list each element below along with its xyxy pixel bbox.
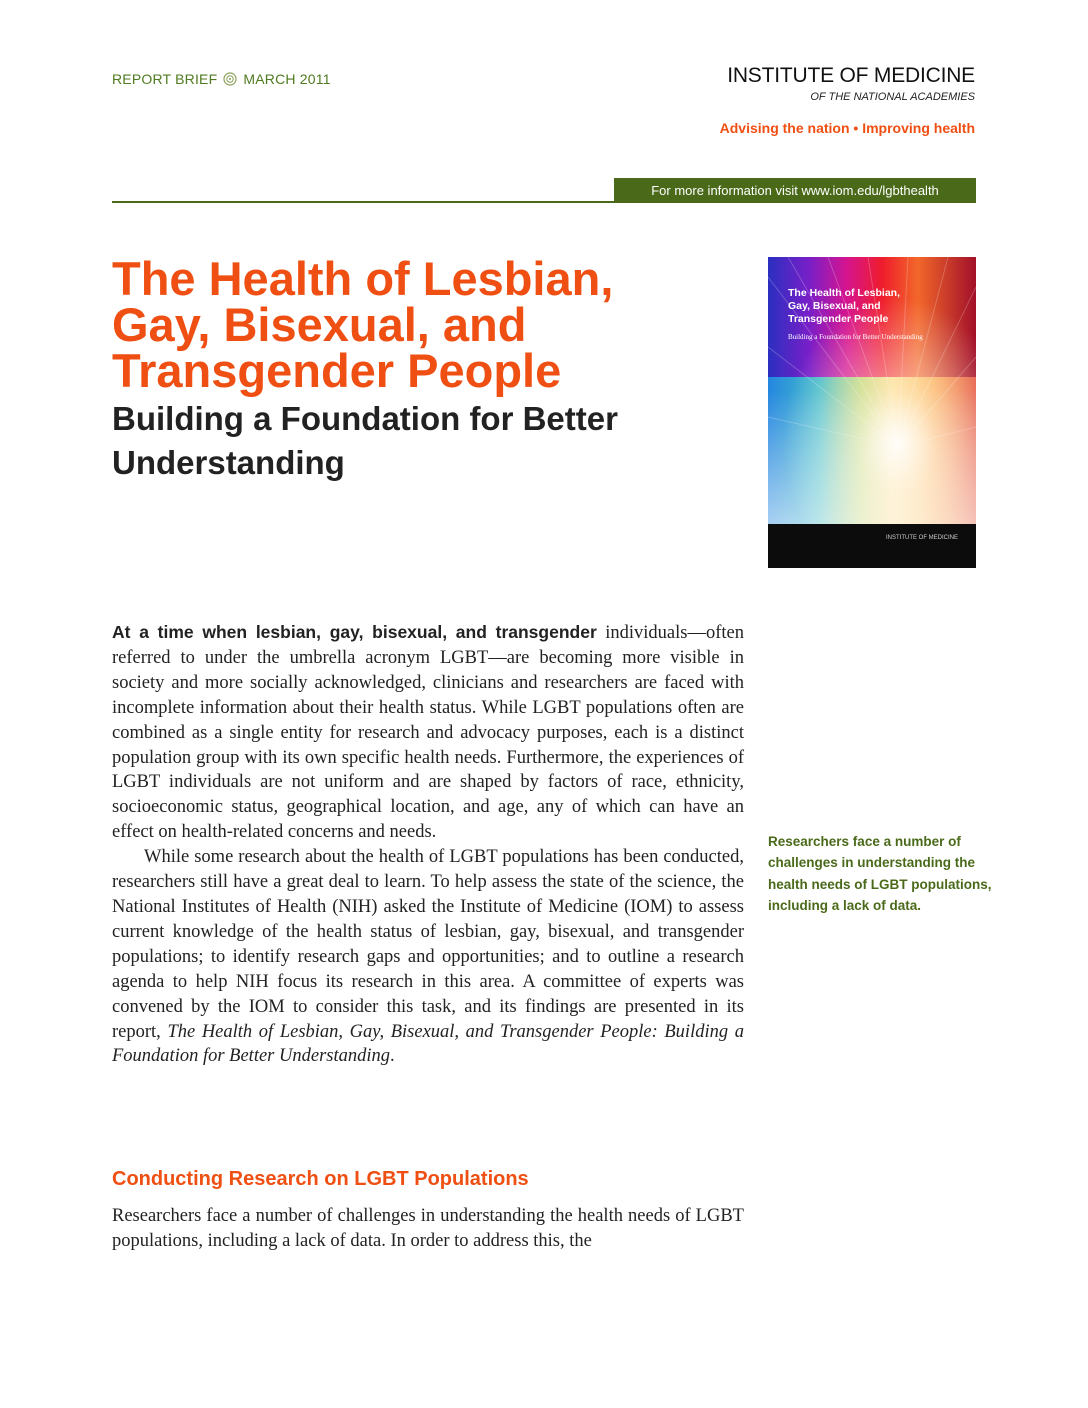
cover-subtitle: Building a Foundation for Better Understanding bbox=[788, 333, 923, 341]
cover-title bbox=[788, 287, 958, 326]
page-subtitle bbox=[112, 397, 752, 485]
cover-title-line-2: Gay, Bisexual, and bbox=[788, 300, 881, 312]
report-title-citation: The Health of Lesbian, Gay, Bisexual, and Transgender People: Building a Foundation for Better Understanding bbox=[112, 1021, 744, 1067]
paragraph-2-text: While some research about the health of LGBT populations has been conducted, researchers still have a great deal to learn. To help assess the state of the science, the National Institutes of Health (NIH) asked the Institute of Medicine (IOM) to assess current knowledge of the health status of lesbian, gay, bisexual, and transgender populations; to identify research gaps and opportunities; and to outline a research agenda to help NIH focus its research in this area. A committee of experts was convened by the IOM to consider this task, and its findings are presented in its report, bbox=[112, 847, 744, 1042]
lead-in-text: At a time when lesbian, gay, bisexual, and transgender bbox=[112, 622, 597, 642]
cover-bottom-band bbox=[768, 524, 976, 568]
report-label bbox=[112, 71, 331, 87]
section-heading: Conducting Research on LGBT Populations bbox=[112, 1168, 529, 1190]
paragraph-1-text: individuals—often referred to under the umbrella acronym LGBT—are becoming more visible in society and more socially acknowledged, clinicians and researchers are faced with incomplete information about their health status. While LGBT populations often are combined as a single entity for research and advocacy purposes, each is a distinct population group with its own specific health needs. Furthermore, the experiences of LGBT individuals are not uniform and are shaped by factors of race, ethnicity, socioeconomic status, geographical location, and age, any of which can have an effect on health-related concerns and needs. bbox=[112, 623, 744, 843]
pull-quote-line-4: including a lack of data. bbox=[768, 897, 922, 913]
title-line-3: Transgender People bbox=[112, 344, 562, 397]
intro-paragraph-2 bbox=[112, 845, 744, 1069]
pull-quote-line-2: challenges in understanding the bbox=[768, 855, 976, 871]
title-line-2: Gay, Bisexual, and bbox=[112, 298, 527, 351]
report-brief-label: REPORT BRIEF bbox=[112, 71, 218, 87]
org-tagline: Advising the nation • Improving health bbox=[719, 120, 975, 136]
subtitle-line-1: Building a Foundation for Better bbox=[112, 400, 618, 437]
intro-paragraph-1 bbox=[112, 620, 744, 845]
section-paragraph: Researchers face a number of challenges in understanding the health needs of LGBT populations, including a lack of data. In order to address this, the bbox=[112, 1206, 744, 1251]
subtitle-line-2: Understanding bbox=[112, 444, 345, 481]
report-date: MARCH 2011 bbox=[243, 71, 331, 87]
info-link-bar[interactable]: For more information visit www.iom.edu/lgbthealth bbox=[614, 178, 976, 203]
org-subtitle: OF THE NATIONAL ACADEMIES bbox=[810, 91, 975, 103]
pull-quote-line-3: health needs of LGBT populations, bbox=[768, 876, 992, 892]
cover-publisher: INSTITUTE OF MEDICINE bbox=[886, 535, 958, 541]
seal-icon bbox=[223, 72, 237, 86]
page-title bbox=[112, 252, 732, 397]
pull-quote-line-1: Researchers face a number of bbox=[768, 834, 961, 849]
paragraph-2-end: . bbox=[390, 1046, 395, 1067]
title-line-1: The Health of Lesbian, bbox=[112, 252, 614, 305]
cover-title-line-1: The Health of Lesbian, bbox=[788, 287, 901, 299]
org-name: INSTITUTE OF MEDICINE bbox=[727, 64, 975, 87]
cover-title-line-3: Transgender People bbox=[788, 313, 889, 325]
intro-text bbox=[112, 620, 744, 1069]
pull-quote bbox=[768, 831, 1028, 916]
report-cover-image bbox=[768, 257, 976, 568]
